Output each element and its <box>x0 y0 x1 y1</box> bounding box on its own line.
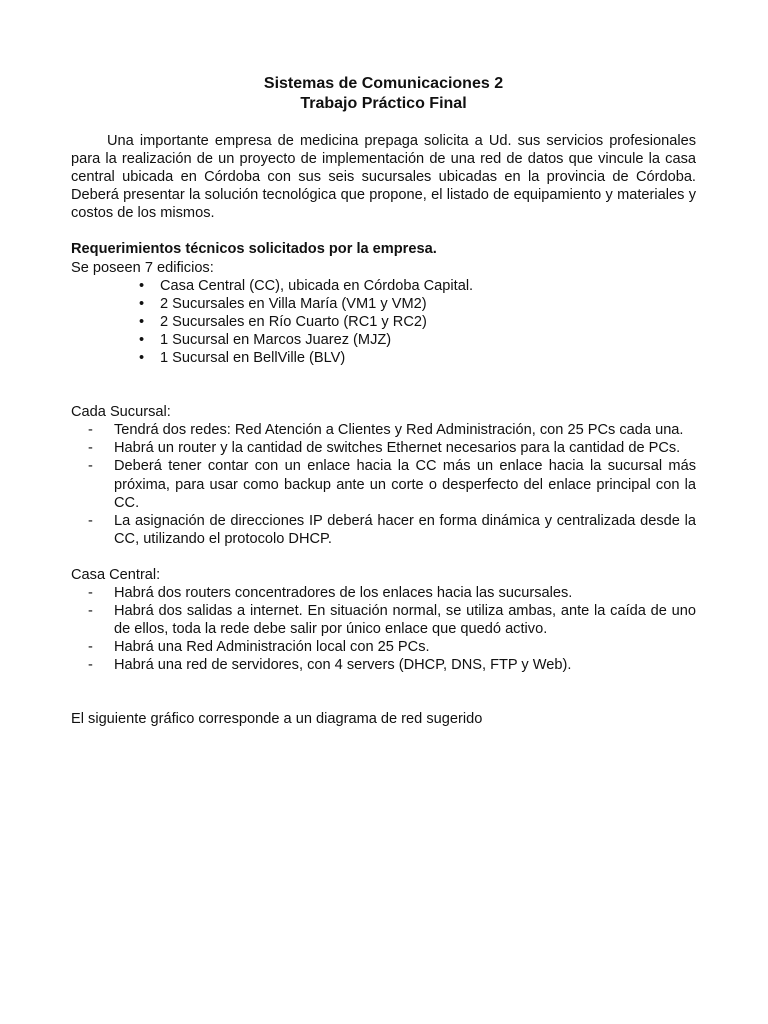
list-item-text: Habrá una Red Administración local con 25 PCs. <box>114 639 430 656</box>
list-item-text: 1 Sucursal en BellVille (BLV) <box>160 350 346 367</box>
list-item-text: 2 Sucursales en Río Cuarto (RC1 y RC2) <box>160 313 427 330</box>
list-item-text: Habrá dos routers concentradores de los enlaces hacia las sucursales. <box>114 584 573 601</box>
requirements-heading: Requerimientos técnicos solicitados por la empresa. <box>71 241 437 258</box>
list-item-text: Habrá una red de servidores, con 4 servers (DHCP, DNS, FTP y Web). <box>114 657 572 674</box>
list-item <box>88 656 696 674</box>
bullet-icon: • <box>139 313 145 330</box>
list-item <box>88 439 696 457</box>
list-item-text: Deberá tener contar con un enlace hacia la CC más un enlace hacia la sucursal más próxima, para usar como backup ante un corte o desperfecto del enlace principal con la CC. <box>114 458 696 511</box>
bullet-icon: • <box>139 295 145 312</box>
list-item-text: 2 Sucursales en Villa María (VM1 y VM2) <box>160 295 427 312</box>
dash-marker: - <box>88 657 93 674</box>
central-list <box>71 584 696 674</box>
list-item <box>139 313 696 331</box>
list-item <box>139 277 696 295</box>
list-item-text: Tendrá dos redes: Red Atención a Clientes y Red Administración, con 25 PCs cada una. <box>114 422 684 439</box>
list-item-text: Habrá un router y la cantidad de switches Ethernet necesarios para la cantidad de PCs. <box>114 440 681 457</box>
list-item <box>139 349 696 367</box>
intro-paragraph: Una importante empresa de medicina prepaga solicita a Ud. sus servicios profesionales para la realización de un proyecto de implementación de una red de datos que vincule la casa central ubicada en Córdoba con sus seis sucursales ubicadas en la provincia de Córdoba. Deberá presentar la solución tecnológica que propone, el listado de equipamiento y materiales y costos de los mismos. <box>71 133 696 222</box>
list-item <box>88 638 696 656</box>
list-item <box>88 421 696 439</box>
list-item <box>139 331 696 349</box>
sucursal-list <box>71 421 696 548</box>
list-item-text: 1 Sucursal en Marcos Juarez (MJZ) <box>160 331 392 348</box>
bullet-icon: • <box>139 350 145 367</box>
list-item-text: Casa Central (CC), ubicada en Córdoba Capital. <box>160 277 474 294</box>
dash-marker: - <box>88 603 93 620</box>
dash-marker: - <box>88 584 93 601</box>
document-title <box>71 74 696 114</box>
closing-paragraph: El siguiente gráfico corresponde a un diagrama de red sugerido <box>71 711 483 728</box>
list-item-text: La asignación de direcciones IP deberá hacer en forma dinámica y centralizada desde la CC, utilizando el protocolo DHCP. <box>114 512 696 547</box>
sucursal-section-label: Cada Sucursal: <box>71 404 171 421</box>
dash-marker: - <box>88 440 93 457</box>
dash-marker: - <box>88 639 93 656</box>
title-line-2: Trabajo Práctico Final <box>300 95 467 112</box>
central-section-label: Casa Central: <box>71 566 161 583</box>
dash-marker: - <box>88 458 93 475</box>
buildings-intro: Se poseen 7 edificios: <box>71 259 214 276</box>
list-item <box>88 584 696 602</box>
title-line-1: Sistemas de Comunicaciones 2 <box>263 75 504 92</box>
list-item <box>88 512 696 548</box>
bullet-icon: • <box>139 331 145 348</box>
dash-marker: - <box>88 422 93 439</box>
bullet-icon: • <box>139 277 145 294</box>
list-item <box>88 602 696 638</box>
list-item <box>139 295 696 313</box>
buildings-list <box>71 277 696 367</box>
list-item-text: Habrá dos salidas a internet. En situación normal, se utiliza ambas, ante la caída de uno de ellos, toda la rede debe salir por único enlace que quedó activo. <box>114 603 696 638</box>
dash-marker: - <box>88 512 93 529</box>
list-item <box>88 457 696 511</box>
